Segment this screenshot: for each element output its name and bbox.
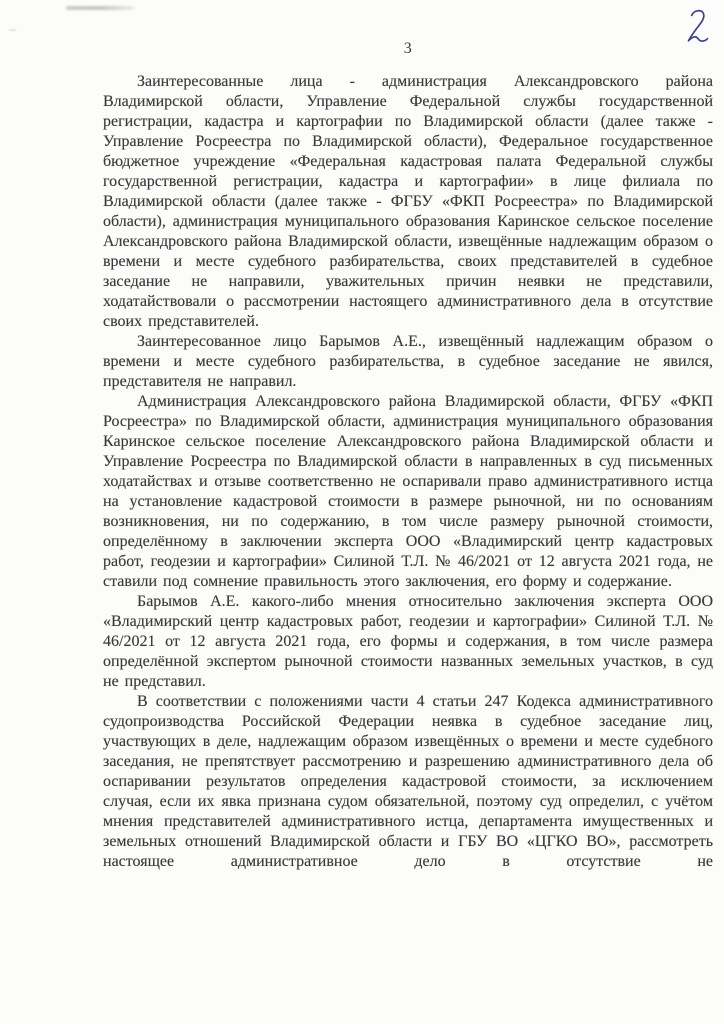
paragraph: В соответствии с положениями части 4 статьи 247 Кодекса административного судопроизводства Российской Федерации неявка в судебное заседание лиц, участвующих в деле, надлежащим образом извещённых о времени и месте судебного заседания, не препятствует рассмотрению и разрешению административного дела об оспаривании результатов определения кадастровой стоимости, за исключением случая, если их явка признана судом обязательной, поэтому суд определил, с учётом мнения представителей административного истца, департамента имущественных и земельных отношений Владимирской области и ГБУ ВО «ЦГКО ВО», рассмотреть настоящее административное дело в отсутствие не	[103, 693, 713, 870]
page-number: 3	[403, 40, 413, 57]
paragraph: Барымов А.Е. какого-либо мнения относительно заключения эксперта ООО «Владимирский центр кадастровых работ, геодезии и картографии» Силиной Т.Л. № 46/2021 от 12 августа 2021 года, его формы и содержания, в том числе размера определённой экспертом рыночной стоимости названных земельных участков, в суд не представил.	[103, 593, 713, 690]
scan-artifact-smudge	[66, 6, 134, 10]
paragraph: Заинтересованные лица - администрация Александровского района Владимирской области, Управление Федеральной службы государственной регистрации, кадастра и картографии по Владимирской области (далее также - Управление Росреестра по Владимирской области), Федеральное государственное бюджетное учреждение «Федеральная кадастровая палата Федеральной службы государственной регистрации, кадастра и картографии» в лице филиала по Владимирской области (далее также - ФГБУ «ФКП Росреестра» по Владимирской области), администрация муниципального образования Каринское сельское поселение Александровского района Владимирской области, извещённые надлежащим образом о времени и месте судебного разбирательства, своих представителей в судебное заседание не направили, уважительных причин неявки не представили, ходатайствовали о рассмотрении настоящего административного дела в отсутствие своих представителей.	[103, 73, 713, 330]
handwritten-page-mark	[682, 8, 714, 44]
document-body	[103, 72, 713, 872]
handwritten-2-icon	[682, 8, 714, 44]
paragraph: Администрация Александровского района Владимирской области, ФГБУ «ФКП Росреестра» по Владимирской области, администрация муниципального образования Каринское сельское поселение Александровского района Владимирской области и Управление Росреестра по Владимирской области в направленных в суд письменных ходатайствах и отзыве соответственно не оспаривали право административного истца на установление кадастровой стоимости в размере рыночной, ни по основаниям возникновения, ни по содержанию, в том числе размеру рыночной стоимости, определённому в заключении эксперта ООО «Владимирский центр кадастровых работ, геодезии и картографии» Силиной Т.Л. № 46/2021 от 12 августа 2021 года, не ставили под сомнение правильность этого заключения, его форму и содержание.	[103, 393, 713, 590]
paragraph: Заинтересованное лицо Барымов А.Е., извещённый надлежащим образом о времени и месте судебного разбирательства, в судебное заседание не явился, представителя не направил.	[103, 333, 713, 390]
scan-artifact-speck	[9, 29, 16, 31]
